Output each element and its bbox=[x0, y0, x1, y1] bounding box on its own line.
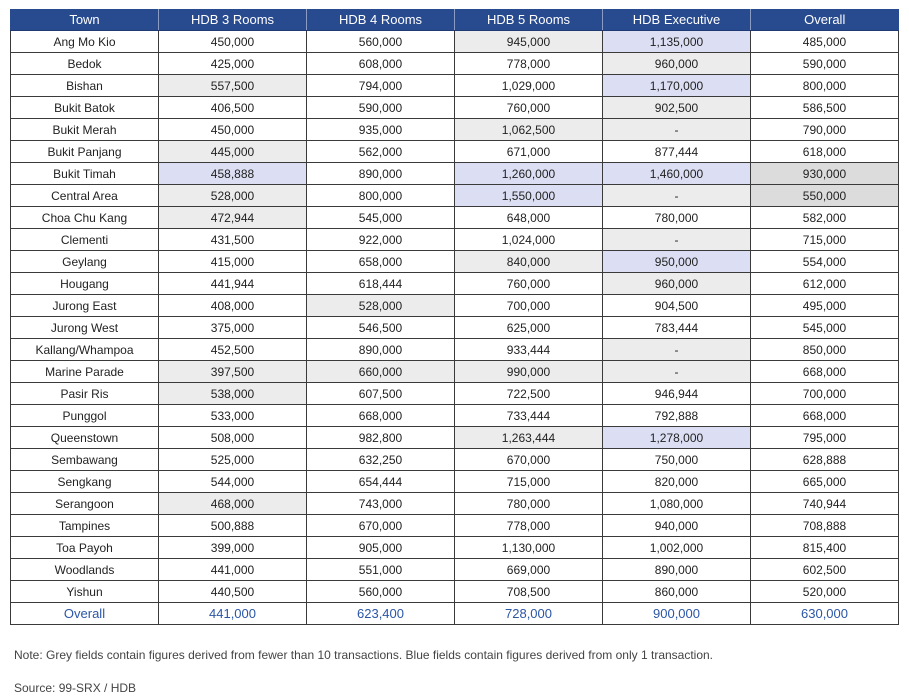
total-cell-hdb-5-rooms: 728,000 bbox=[455, 603, 603, 625]
cell-hdb-executive: - bbox=[603, 119, 751, 141]
total-cell-town: Overall bbox=[11, 603, 159, 625]
cell-hdb-4-rooms: 551,000 bbox=[307, 559, 455, 581]
cell-town: Choa Chu Kang bbox=[11, 207, 159, 229]
cell-hdb-executive: 946,944 bbox=[603, 383, 751, 405]
cell-hdb-4-rooms: 632,250 bbox=[307, 449, 455, 471]
table-row bbox=[11, 141, 899, 163]
cell-hdb-3-rooms: 425,000 bbox=[159, 53, 307, 75]
cell-hdb-5-rooms: 760,000 bbox=[455, 97, 603, 119]
table-row bbox=[11, 339, 899, 361]
cell-hdb-executive: 820,000 bbox=[603, 471, 751, 493]
cell-town: Bishan bbox=[11, 75, 159, 97]
cell-hdb-4-rooms: 560,000 bbox=[307, 581, 455, 603]
cell-hdb-3-rooms: 397,500 bbox=[159, 361, 307, 383]
cell-hdb-3-rooms: 500,888 bbox=[159, 515, 307, 537]
cell-hdb-5-rooms: 648,000 bbox=[455, 207, 603, 229]
cell-overall: 795,000 bbox=[751, 427, 899, 449]
cell-town: Punggol bbox=[11, 405, 159, 427]
cell-hdb-4-rooms: 660,000 bbox=[307, 361, 455, 383]
cell-hdb-executive: 1,135,000 bbox=[603, 31, 751, 53]
cell-hdb-3-rooms: 458,888 bbox=[159, 163, 307, 185]
cell-overall: 665,000 bbox=[751, 471, 899, 493]
cell-hdb-5-rooms: 933,444 bbox=[455, 339, 603, 361]
table-row bbox=[11, 163, 899, 185]
cell-hdb-executive: 1,170,000 bbox=[603, 75, 751, 97]
total-cell-overall: 630,000 bbox=[751, 603, 899, 625]
cell-hdb-5-rooms: 671,000 bbox=[455, 141, 603, 163]
cell-hdb-4-rooms: 562,000 bbox=[307, 141, 455, 163]
table-row bbox=[11, 229, 899, 251]
cell-hdb-4-rooms: 654,444 bbox=[307, 471, 455, 493]
cell-hdb-4-rooms: 668,000 bbox=[307, 405, 455, 427]
table-body bbox=[11, 31, 899, 625]
cell-overall: 628,888 bbox=[751, 449, 899, 471]
cell-overall: 850,000 bbox=[751, 339, 899, 361]
cell-overall: 715,000 bbox=[751, 229, 899, 251]
cell-hdb-5-rooms: 1,550,000 bbox=[455, 185, 603, 207]
cell-hdb-executive: 904,500 bbox=[603, 295, 751, 317]
cell-hdb-5-rooms: 708,500 bbox=[455, 581, 603, 603]
cell-hdb-5-rooms: 1,029,000 bbox=[455, 75, 603, 97]
table-row bbox=[11, 207, 899, 229]
cell-hdb-5-rooms: 840,000 bbox=[455, 251, 603, 273]
cell-hdb-5-rooms: 778,000 bbox=[455, 53, 603, 75]
cell-hdb-3-rooms: 375,000 bbox=[159, 317, 307, 339]
cell-hdb-executive: 792,888 bbox=[603, 405, 751, 427]
cell-hdb-4-rooms: 545,000 bbox=[307, 207, 455, 229]
cell-town: Woodlands bbox=[11, 559, 159, 581]
cell-overall: 586,500 bbox=[751, 97, 899, 119]
table-row bbox=[11, 317, 899, 339]
cell-hdb-5-rooms: 1,024,000 bbox=[455, 229, 603, 251]
cell-hdb-3-rooms: 528,000 bbox=[159, 185, 307, 207]
table-row bbox=[11, 427, 899, 449]
cell-hdb-3-rooms: 525,000 bbox=[159, 449, 307, 471]
table-row bbox=[11, 251, 899, 273]
cell-hdb-executive: 950,000 bbox=[603, 251, 751, 273]
cell-hdb-3-rooms: 440,500 bbox=[159, 581, 307, 603]
price-table bbox=[10, 9, 899, 625]
cell-hdb-3-rooms: 431,500 bbox=[159, 229, 307, 251]
cell-overall: 815,400 bbox=[751, 537, 899, 559]
cell-hdb-5-rooms: 780,000 bbox=[455, 493, 603, 515]
cell-town: Hougang bbox=[11, 273, 159, 295]
cell-hdb-4-rooms: 905,000 bbox=[307, 537, 455, 559]
cell-hdb-5-rooms: 669,000 bbox=[455, 559, 603, 581]
column-header-hdb-4-rooms: HDB 4 Rooms bbox=[307, 9, 455, 31]
cell-town: Ang Mo Kio bbox=[11, 31, 159, 53]
cell-hdb-4-rooms: 670,000 bbox=[307, 515, 455, 537]
cell-hdb-5-rooms: 1,260,000 bbox=[455, 163, 603, 185]
cell-hdb-5-rooms: 1,263,444 bbox=[455, 427, 603, 449]
cell-town: Pasir Ris bbox=[11, 383, 159, 405]
cell-hdb-3-rooms: 557,500 bbox=[159, 75, 307, 97]
cell-hdb-3-rooms: 450,000 bbox=[159, 31, 307, 53]
cell-hdb-5-rooms: 990,000 bbox=[455, 361, 603, 383]
cell-hdb-executive: - bbox=[603, 229, 751, 251]
cell-hdb-executive: 860,000 bbox=[603, 581, 751, 603]
cell-town: Bukit Timah bbox=[11, 163, 159, 185]
cell-overall: 495,000 bbox=[751, 295, 899, 317]
cell-hdb-4-rooms: 658,000 bbox=[307, 251, 455, 273]
cell-hdb-3-rooms: 508,000 bbox=[159, 427, 307, 449]
cell-hdb-4-rooms: 528,000 bbox=[307, 295, 455, 317]
cell-hdb-3-rooms: 441,944 bbox=[159, 273, 307, 295]
cell-hdb-5-rooms: 778,000 bbox=[455, 515, 603, 537]
cell-overall: 550,000 bbox=[751, 185, 899, 207]
table-row bbox=[11, 383, 899, 405]
cell-hdb-5-rooms: 1,062,500 bbox=[455, 119, 603, 141]
table-row bbox=[11, 449, 899, 471]
cell-hdb-3-rooms: 533,000 bbox=[159, 405, 307, 427]
cell-hdb-5-rooms: 715,000 bbox=[455, 471, 603, 493]
cell-hdb-3-rooms: 408,000 bbox=[159, 295, 307, 317]
cell-hdb-executive: 877,444 bbox=[603, 141, 751, 163]
cell-town: Jurong West bbox=[11, 317, 159, 339]
cell-town: Serangoon bbox=[11, 493, 159, 515]
cell-town: Bukit Panjang bbox=[11, 141, 159, 163]
cell-hdb-4-rooms: 618,444 bbox=[307, 273, 455, 295]
cell-hdb-3-rooms: 538,000 bbox=[159, 383, 307, 405]
cell-overall: 740,944 bbox=[751, 493, 899, 515]
cell-hdb-3-rooms: 406,500 bbox=[159, 97, 307, 119]
cell-hdb-3-rooms: 450,000 bbox=[159, 119, 307, 141]
table-row bbox=[11, 31, 899, 53]
cell-hdb-executive: - bbox=[603, 361, 751, 383]
cell-hdb-3-rooms: 468,000 bbox=[159, 493, 307, 515]
table-row bbox=[11, 273, 899, 295]
table-row bbox=[11, 119, 899, 141]
cell-overall: 708,888 bbox=[751, 515, 899, 537]
cell-overall: 520,000 bbox=[751, 581, 899, 603]
column-header-hdb-3-rooms: HDB 3 Rooms bbox=[159, 9, 307, 31]
total-cell-hdb-3-rooms: 441,000 bbox=[159, 603, 307, 625]
cell-overall: 612,000 bbox=[751, 273, 899, 295]
cell-overall: 545,000 bbox=[751, 317, 899, 339]
cell-hdb-executive: 1,002,000 bbox=[603, 537, 751, 559]
table-row bbox=[11, 75, 899, 97]
table-row bbox=[11, 537, 899, 559]
cell-hdb-executive: - bbox=[603, 339, 751, 361]
table-row bbox=[11, 515, 899, 537]
cell-hdb-executive: 1,460,000 bbox=[603, 163, 751, 185]
cell-hdb-5-rooms: 700,000 bbox=[455, 295, 603, 317]
cell-hdb-executive: 902,500 bbox=[603, 97, 751, 119]
table-row bbox=[11, 405, 899, 427]
cell-hdb-4-rooms: 743,000 bbox=[307, 493, 455, 515]
cell-hdb-5-rooms: 722,500 bbox=[455, 383, 603, 405]
source-credit: Source: 99-SRX / HDB bbox=[14, 681, 137, 695]
cell-hdb-5-rooms: 1,130,000 bbox=[455, 537, 603, 559]
table-row bbox=[11, 185, 899, 207]
cell-town: Bukit Merah bbox=[11, 119, 159, 141]
cell-town: Clementi bbox=[11, 229, 159, 251]
cell-overall: 700,000 bbox=[751, 383, 899, 405]
cell-town: Sengkang bbox=[11, 471, 159, 493]
cell-town: Jurong East bbox=[11, 295, 159, 317]
cell-hdb-3-rooms: 441,000 bbox=[159, 559, 307, 581]
cell-overall: 800,000 bbox=[751, 75, 899, 97]
cell-hdb-4-rooms: 794,000 bbox=[307, 75, 455, 97]
cell-hdb-4-rooms: 590,000 bbox=[307, 97, 455, 119]
cell-overall: 582,000 bbox=[751, 207, 899, 229]
cell-hdb-4-rooms: 800,000 bbox=[307, 185, 455, 207]
cell-hdb-5-rooms: 733,444 bbox=[455, 405, 603, 427]
cell-overall: 602,500 bbox=[751, 559, 899, 581]
cell-hdb-5-rooms: 945,000 bbox=[455, 31, 603, 53]
table-row bbox=[11, 295, 899, 317]
cell-overall: 668,000 bbox=[751, 405, 899, 427]
total-cell-hdb-4-rooms: 623,400 bbox=[307, 603, 455, 625]
cell-town: Queenstown bbox=[11, 427, 159, 449]
cell-hdb-3-rooms: 445,000 bbox=[159, 141, 307, 163]
cell-hdb-executive: 1,080,000 bbox=[603, 493, 751, 515]
cell-hdb-5-rooms: 625,000 bbox=[455, 317, 603, 339]
cell-hdb-3-rooms: 452,500 bbox=[159, 339, 307, 361]
footnote: Note: Grey fields contain figures derived from fewer than 10 transactions. Blue fields contain figures derived from only 1 transaction. bbox=[14, 648, 714, 662]
cell-town: Sembawang bbox=[11, 449, 159, 471]
cell-town: Toa Payoh bbox=[11, 537, 159, 559]
cell-town: Bukit Batok bbox=[11, 97, 159, 119]
cell-hdb-executive: 960,000 bbox=[603, 53, 751, 75]
cell-town: Kallang/Whampoa bbox=[11, 339, 159, 361]
cell-hdb-4-rooms: 607,500 bbox=[307, 383, 455, 405]
cell-hdb-executive: 960,000 bbox=[603, 273, 751, 295]
cell-hdb-executive: 1,278,000 bbox=[603, 427, 751, 449]
cell-hdb-4-rooms: 608,000 bbox=[307, 53, 455, 75]
cell-hdb-3-rooms: 472,944 bbox=[159, 207, 307, 229]
column-header-hdb-5-rooms: HDB 5 Rooms bbox=[455, 9, 603, 31]
cell-town: Tampines bbox=[11, 515, 159, 537]
cell-hdb-4-rooms: 890,000 bbox=[307, 339, 455, 361]
table-row bbox=[11, 493, 899, 515]
cell-town: Geylang bbox=[11, 251, 159, 273]
cell-overall: 554,000 bbox=[751, 251, 899, 273]
table-row bbox=[11, 361, 899, 383]
total-cell-hdb-executive: 900,000 bbox=[603, 603, 751, 625]
cell-hdb-executive: 783,444 bbox=[603, 317, 751, 339]
cell-hdb-executive: 750,000 bbox=[603, 449, 751, 471]
cell-overall: 930,000 bbox=[751, 163, 899, 185]
cell-hdb-executive: 890,000 bbox=[603, 559, 751, 581]
cell-overall: 790,000 bbox=[751, 119, 899, 141]
cell-overall: 618,000 bbox=[751, 141, 899, 163]
table-row bbox=[11, 53, 899, 75]
column-header-hdb-executive: HDB Executive bbox=[603, 9, 751, 31]
cell-hdb-3-rooms: 399,000 bbox=[159, 537, 307, 559]
cell-hdb-3-rooms: 415,000 bbox=[159, 251, 307, 273]
cell-overall: 485,000 bbox=[751, 31, 899, 53]
cell-hdb-4-rooms: 935,000 bbox=[307, 119, 455, 141]
table-row bbox=[11, 581, 899, 603]
cell-overall: 590,000 bbox=[751, 53, 899, 75]
table-row bbox=[11, 559, 899, 581]
cell-town: Central Area bbox=[11, 185, 159, 207]
table-row bbox=[11, 97, 899, 119]
header-row bbox=[11, 9, 899, 31]
cell-hdb-4-rooms: 982,800 bbox=[307, 427, 455, 449]
cell-hdb-4-rooms: 560,000 bbox=[307, 31, 455, 53]
cell-hdb-4-rooms: 546,500 bbox=[307, 317, 455, 339]
cell-hdb-4-rooms: 890,000 bbox=[307, 163, 455, 185]
cell-town: Bedok bbox=[11, 53, 159, 75]
cell-town: Yishun bbox=[11, 581, 159, 603]
cell-hdb-5-rooms: 760,000 bbox=[455, 273, 603, 295]
cell-hdb-executive: 780,000 bbox=[603, 207, 751, 229]
column-header-overall: Overall bbox=[751, 9, 899, 31]
table-row bbox=[11, 471, 899, 493]
cell-hdb-3-rooms: 544,000 bbox=[159, 471, 307, 493]
cell-hdb-4-rooms: 922,000 bbox=[307, 229, 455, 251]
cell-hdb-executive: 940,000 bbox=[603, 515, 751, 537]
overall-total-row bbox=[11, 603, 899, 625]
cell-hdb-5-rooms: 670,000 bbox=[455, 449, 603, 471]
cell-town: Marine Parade bbox=[11, 361, 159, 383]
cell-hdb-executive: - bbox=[603, 185, 751, 207]
cell-overall: 668,000 bbox=[751, 361, 899, 383]
column-header-town: Town bbox=[11, 9, 159, 31]
